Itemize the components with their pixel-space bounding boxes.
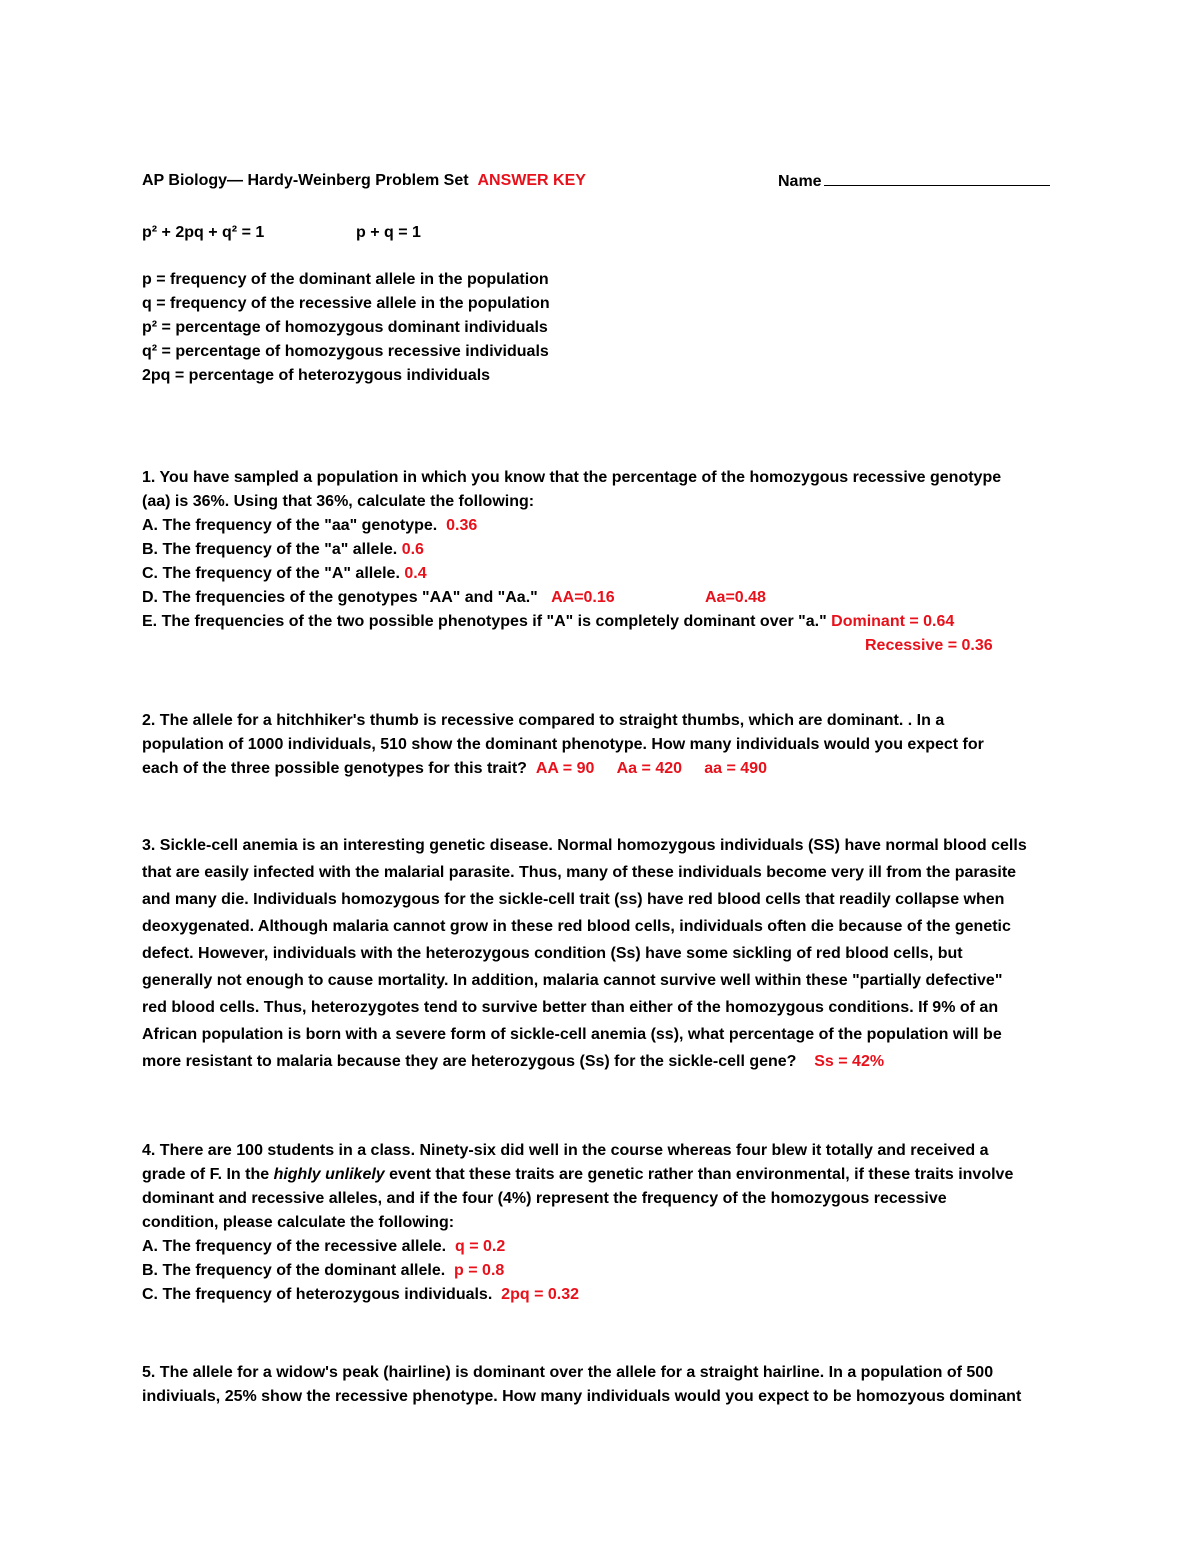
q2-text-line-3: each of the three possible genotypes for this trait? AA = 90 Aa = 420 aa = 490 — [142, 760, 767, 777]
q4-text-line-3: dominant and recessive alleles, and if the four (4%) represent the frequency of the homozygous recessive — [142, 1190, 947, 1207]
q4-text-line-4: condition, please calculate the following: — [142, 1214, 455, 1231]
definition-q2: q² = percentage of homozygous recessive individuals — [142, 343, 549, 360]
q3-text-line-9: more resistant to malaria because they are heterozygous (Ss) for the sickle-cell gene? Ss = 42% — [142, 1053, 885, 1070]
q4-answer-c: 2pq = 0.32 — [501, 1286, 579, 1303]
q1-text-line-2: (aa) is 36%. Using that 36%, calculate the following: — [142, 493, 535, 510]
q1-answer-e-recessive: Recessive = 0.36 — [865, 637, 993, 654]
q3-text-line-5: defect. However, individuals with the heterozygous condition (Ss) have some sickling of red blood cells, but — [142, 945, 963, 962]
q2-answer-aa-dominant: AA = 90 — [535, 760, 595, 777]
q4-part-c: C. The frequency of heterozygous individuals. 2pq = 0.32 — [142, 1286, 579, 1303]
q2-text-line-2: population of 1000 individuals, 510 show the dominant phenotype. How many individuals would you expect for — [142, 736, 984, 753]
answer-key-label: ANSWER KEY — [477, 172, 586, 189]
q5-text-line-2: indiviuals, 25% show the recessive phenotype. How many individuals would you expect to be homozyous dominant — [142, 1388, 1022, 1405]
q1-part-b: B. The frequency of the "a" allele. 0.6 — [142, 541, 424, 558]
q1-answer-e-dominant: Dominant = 0.64 — [831, 613, 955, 630]
definition-p2: p² = percentage of homozygous dominant individuals — [142, 319, 548, 336]
q1-part-c: C. The frequency of the "A" allele. 0.4 — [142, 565, 427, 582]
q3-text-line-4: deoxygenated. Although malaria cannot grow in these red blood cells, individuals often die because of the genetic — [142, 918, 1011, 935]
definition-p: p = frequency of the dominant allele in the population — [142, 271, 549, 288]
definition-q: q = frequency of the recessive allele in the population — [142, 295, 550, 312]
q4-answer-b: p = 0.8 — [454, 1262, 505, 1279]
q3-text-line-3: and many die. Individuals homozygous for the sickle-cell trait (ss) have red blood cells that readily collapse when — [142, 891, 1005, 908]
worksheet-title: AP Biology— Hardy-Weinberg Problem Set ANSWER KEY — [142, 172, 586, 189]
q3-text-line-7: red blood cells. Thus, heterozygotes tend to survive better than either of the homozygous conditions. If 9% of an — [142, 999, 999, 1016]
q2-text-line-1: 2. The allele for a hitchhiker's thumb is recessive compared to straight thumbs, which are dominant. . In a — [142, 712, 945, 729]
q2-answer-aa-het: Aa = 420 — [616, 760, 683, 777]
q4-text-line-1: 4. There are 100 students in a class. Ninety-six did well in the course whereas four blew it totally and received a — [142, 1142, 989, 1159]
q1-answer-b: 0.6 — [401, 541, 424, 558]
q1-answer-d-aa-het: Aa=0.48 — [705, 589, 766, 606]
q1-answer-a: 0.36 — [446, 517, 478, 534]
equation-1: p² + 2pq + q² = 1 — [142, 224, 265, 241]
q3-answer: Ss = 42% — [814, 1053, 885, 1070]
q4-text-line-2: grade of F. In the highly unlikely event that these traits are genetic rather than environmental, if these traits involve — [142, 1166, 1014, 1183]
q3-text-line-8: African population is born with a severe form of sickle-cell anemia (ss), what percentage of the population will be — [142, 1026, 1002, 1043]
name-field[interactable] — [778, 171, 1050, 192]
q3-text-line-6: generally not enough to cause mortality. In addition, malaria cannot survive well within these "partially defective" — [142, 972, 1003, 989]
q5-text-line-1: 5. The allele for a widow's peak (hairline) is dominant over the allele for a straight hairline. In a population of 500 — [142, 1364, 994, 1381]
q2-answer-aa-recessive: aa = 490 — [704, 760, 767, 777]
q1-text-line-1: 1. You have sampled a population in which you know that the percentage of the homozygous recessive genotype — [142, 469, 1002, 486]
q4-part-b: B. The frequency of the dominant allele. p = 0.8 — [142, 1262, 505, 1279]
q1-part-e: E. The frequencies of the two possible phenotypes if "A" is completely dominant over "a." Dominant = 0.64 — [142, 613, 955, 630]
q3-text-line-1: 3. Sickle-cell anemia is an interesting genetic disease. Normal homozygous individuals (SS) have normal blood cells — [142, 837, 1027, 854]
q1-part-a: A. The frequency of the "aa" genotype. 0.36 — [142, 517, 478, 534]
name-label: Name — [778, 173, 822, 190]
q1-answer-d-aa: AA=0.16 — [551, 589, 615, 606]
equation-2: p + q = 1 — [356, 224, 421, 241]
name-blank[interactable] — [824, 171, 1050, 186]
q1-part-d: D. The frequencies of the genotypes "AA" and "Aa." AA=0.16 — [142, 589, 615, 606]
q4-part-a: A. The frequency of the recessive allele. q = 0.2 — [142, 1238, 506, 1255]
q3-text-line-2: that are easily infected with the malarial parasite. Thus, many of these individuals become very ill from the parasite — [142, 864, 1017, 881]
q1-answer-c: 0.4 — [404, 565, 427, 582]
q4-answer-a: q = 0.2 — [455, 1238, 506, 1255]
definition-2pq: 2pq = percentage of heterozygous individuals — [142, 367, 491, 384]
